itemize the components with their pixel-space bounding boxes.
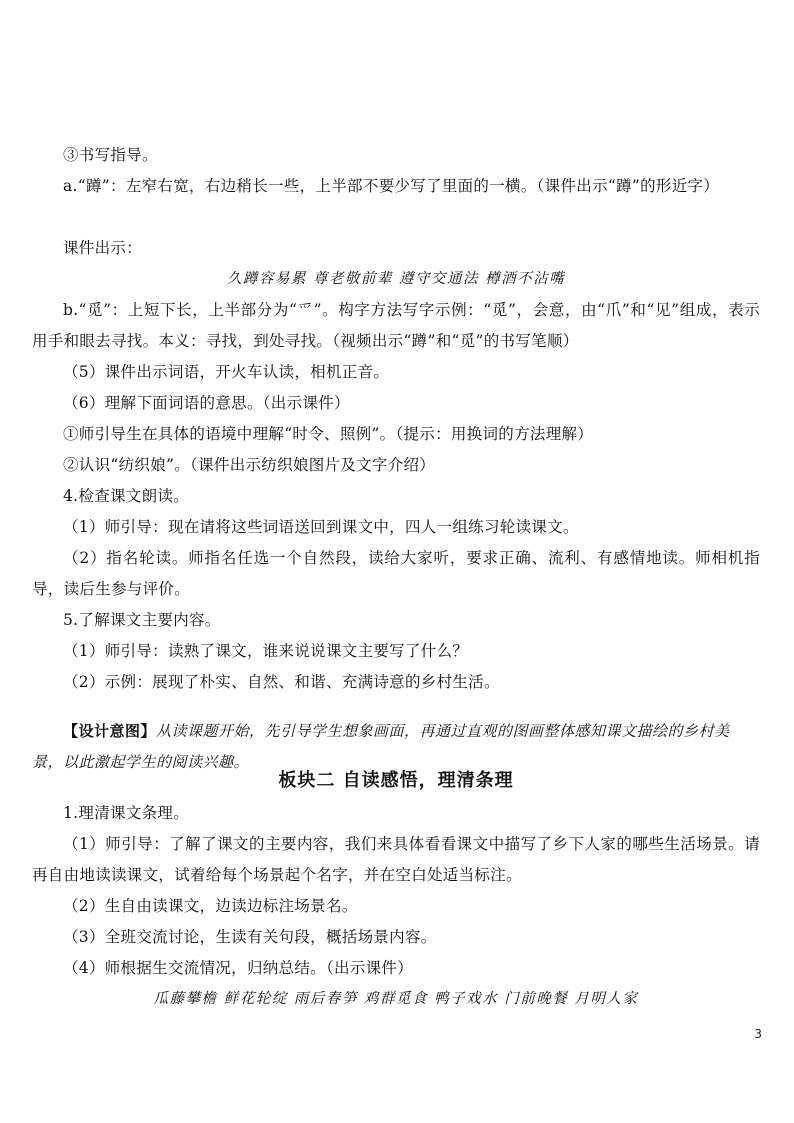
- paragraph-dun-guidance: a.“蹲”：左窄右宽，右边稍长一些，上半部不要少写了里面的一横。（课件出示“蹲”的形近字）: [63, 177, 720, 195]
- item-self-reading: （2）生自由读课文，边读边标注场景名。: [63, 897, 358, 915]
- item-group-reading: （1）师引导：现在请将这些词语送回到课文中，四人一组练习轮读课文。: [63, 518, 579, 536]
- heading-check-reading: 4.检查课文朗读。: [63, 487, 189, 505]
- item-class-discussion: （3）全班交流讨论，生读有关句段，概括场景内容。: [63, 928, 437, 946]
- design-intent-text: 从读课题开始，先引导学生想象画面，再通过直观的图画整体感知课文描绘的乡村美景，以此激起学生的阅读兴趣。: [32, 722, 730, 771]
- step-5-read-words: （5）课件出示词语，开火车认读，相机正音。: [63, 363, 390, 381]
- item-katydid: ②认识“纺织娘”。（课件出示纺织娘图片及文字介绍）: [63, 456, 436, 474]
- item-named-reading: （2）指名轮读。师指名任选一个自然段，读给大家听，要求正确、流利、有感情地读。师相机指导，读后生参与评价。: [32, 549, 760, 598]
- item-scene-naming: （1）师引导：了解了课文的主要内容，我们来具体看看课文中描写了乡下人家的哪些生活场景。请再自由地读读课文，试着给每个场景起个名字，并在空白处适当标注。: [32, 835, 760, 884]
- courseware-phrases-dun: 久蹲容易累 尊老敬前辈 遵守交通法 樽酒不沾嘴: [226, 271, 566, 287]
- courseware-scene-names: 瓜藤攀檐 鲜花轮绽 雨后春笋 鸡群觅食 鸭子戏水 门前晚餐 月明人家: [153, 991, 639, 1007]
- item-context-understanding: ①师引导生在具体的语境中理解“时令、照例”。（提示：用换词的方法理解）: [63, 425, 594, 443]
- subheading-writing-guidance: ③书写指导。: [63, 146, 158, 164]
- step-6-understand-words: （6）理解下面词语的意思。（出示课件）: [63, 394, 350, 412]
- item-teacher-guide: （1）师引导：读熟了课文，谁来说说课文主要写了什么？: [63, 642, 469, 660]
- heading-main-content: 5.了解课文主要内容。: [63, 611, 221, 629]
- item-example: （2）示例：展现了朴实、自然、和谐、充满诗意的乡村生活。: [63, 673, 500, 691]
- page-number: 3: [754, 1027, 762, 1041]
- design-intent-tag: 【设计意图】: [63, 722, 157, 740]
- heading-structure: 1.理清课文条理。: [63, 804, 189, 822]
- section-2-title: 板块二 自读感悟，理清条理: [278, 770, 514, 791]
- item-summary: （4）师根据生交流情况，归纳总结。（出示课件）: [63, 959, 414, 977]
- courseware-label: 课件出示：: [63, 239, 143, 257]
- paragraph-mi-guidance: b.“觅”：上短下长，上半部分为“爫”。构字方法写字示例：“觅”，会意，由“爪”和“见”组成，表示用手和眼去寻找。本义：寻找，到处寻找。（视频出示“蹲”和“觅”的书写笔顺）: [32, 301, 760, 350]
